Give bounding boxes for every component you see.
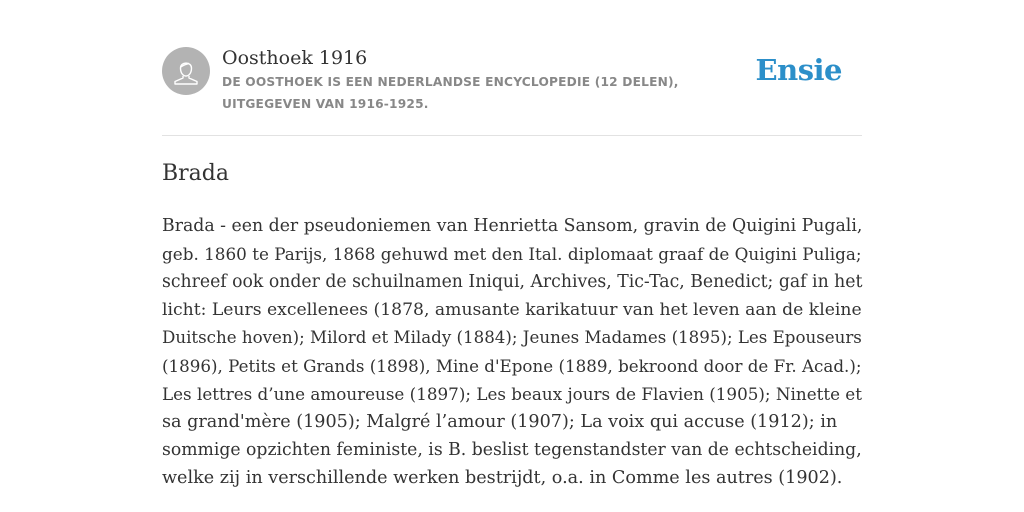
user-silhouette-icon	[162, 47, 210, 95]
source-description: DE OOSTHOEK IS EEN NEDERLANDSE ENCYCLOPEDIE (12 DELEN), UITGEGEVEN VAN 1916-1925.	[222, 75, 679, 111]
article-body-line: (1896), Petits et Grands (1898), Mine d'Epone (1889, bekroond door de Fr. Acad.);	[162, 356, 862, 376]
article-title: Brada	[162, 161, 229, 186]
article-body-line: sa grand'mère (1905); Malgré l’amour (1907); La voix qui accuse (1912); in	[162, 412, 838, 432]
article-body-line: Les lettres d’une amoureuse (1897); Les beaux jours de Flavien (1905); Ninette et	[162, 384, 862, 404]
source-header	[162, 44, 862, 116]
article-body-line: licht: Leurs excellenees (1878, amusante karikatuur van het leven aan de kleine	[162, 300, 862, 320]
ensie-logo[interactable]: Ensie	[755, 53, 842, 87]
article-body-line: schreef ook onder de schuilnamen Iniqui, Archives, Tic-Tac, Benedict; gaf in het	[162, 272, 863, 292]
article-body-line: Brada - een der pseudoniemen van Henrietta Sansom, gravin de Quigini Pugali,	[162, 216, 863, 236]
article-body-line: welke zij in verschillende werken bestrijdt, o.a. in Comme les autres (1902).	[162, 468, 843, 488]
article-body-line: sommige opzichten feministe, is B. beslist tegenstandster van de echtscheiding,	[162, 440, 862, 460]
article-body-line: geb. 1860 te Parijs, 1868 gehuwd met den Ital. diplomaat graaf de Quigini Puliga;	[162, 244, 862, 264]
header-divider	[162, 135, 862, 136]
source-avatar[interactable]	[162, 47, 210, 95]
article-body-line: Duitsche hoven); Milord et Milady (1884); Jeunes Madames (1895); Les Epouseurs	[162, 328, 862, 347]
source-name[interactable]: Oosthoek 1916	[222, 47, 368, 69]
article-body	[162, 212, 862, 492]
